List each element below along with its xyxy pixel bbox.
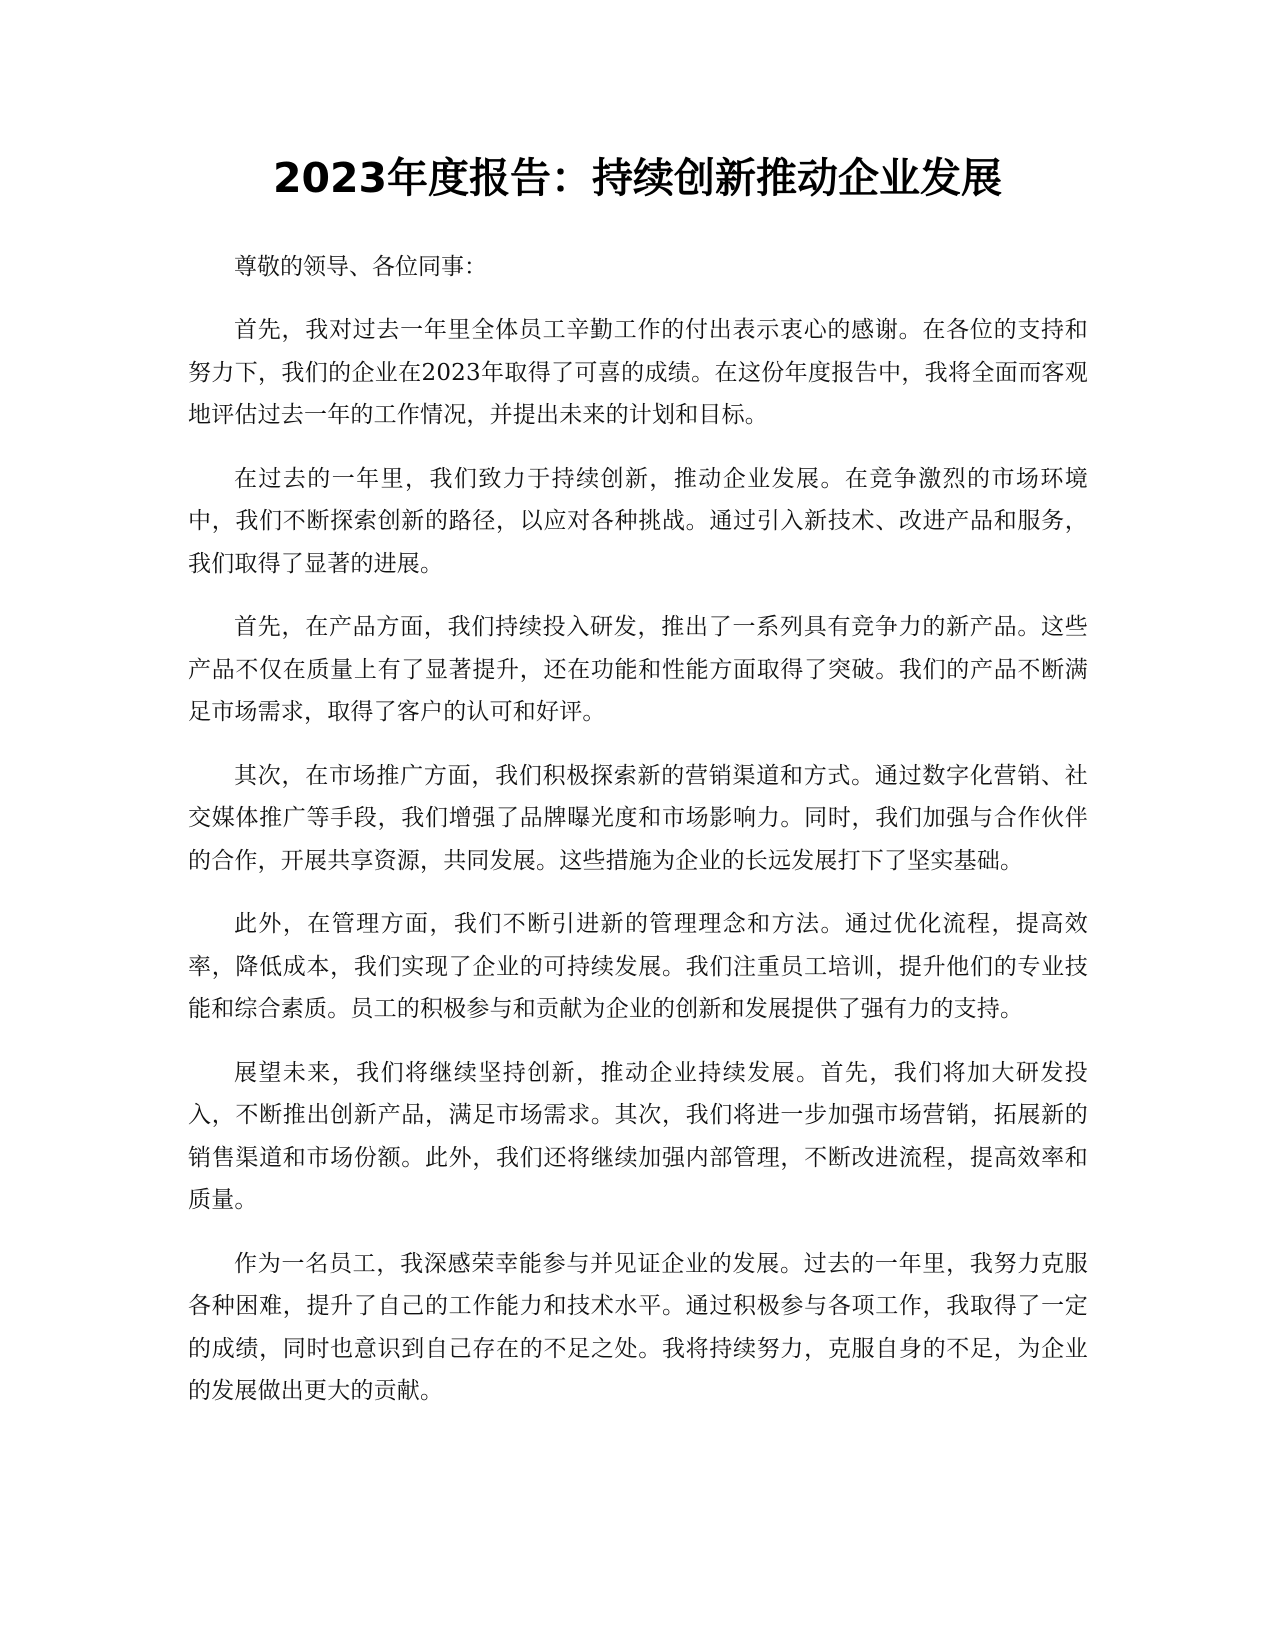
- document-title: 2023年度报告：持续创新推动企业发展: [272, 154, 1003, 202]
- paragraph-5: 此外，在管理方面，我们不断引进新的管理理念和方法。通过优化流程，提高效率，降低成本，我们实现了企业的可持续发展。我们注重员工培训，提升他们的专业技能和综合素质。员工的积极参与和贡献为企业的创新和发展提供了强有力的支持。: [188, 911, 1088, 1022]
- paragraph-7: 作为一名员工，我深感荣幸能参与并见证企业的发展。过去的一年里，我努力克服各种困难，提升了自己的工作能力和技术水平。通过积极参与各项工作，我取得了一定的成绩，同时也意识到自己存在的不足之处。我将持续努力，克服自身的不足，为企业的发展做出更大的贡献。: [188, 1250, 1088, 1404]
- paragraph-2: 在过去的一年里，我们致力于持续创新，推动企业发展。在竞争激烈的市场环境中，我们不断探索创新的路径，以应对各种挑战。通过引入新技术、改进产品和服务，我们取得了显著的进展。: [188, 465, 1088, 577]
- paragraph-4: 其次，在市场推广方面，我们积极探索新的营销渠道和方式。通过数字化营销、社交媒体推广等手段，我们增强了品牌曝光度和市场影响力。同时，我们加强与合作伙伴的合作，开展共享资源，共同发展。这些措施为企业的长远发展打下了坚实基础。: [188, 762, 1088, 874]
- paragraph-1: 首先，我对过去一年里全体员工辛勤工作的付出表示衷心的感谢。在各位的支持和努力下，我们的企业在2023年取得了可喜的成绩。在这份年度报告中，我将全面而客观地评估过去一年的工作情况，并提出未来的计划和目标。: [188, 317, 1088, 428]
- paragraph-6: 展望未来，我们将继续坚持创新，推动企业持续发展。首先，我们将加大研发投入，不断推出创新产品，满足市场需求。其次，我们将进一步加强市场营销，拓展新的销售渠道和市场份额。此外，我们还将继续加强内部管理，不断改进流程，提高效率和质量。: [188, 1059, 1088, 1213]
- paragraph-3: 首先，在产品方面，我们持续投入研发，推出了一系列具有竞争力的新产品。这些产品不仅在质量上有了显著提升，还在功能和性能方面取得了突破。我们的产品不断满足市场需求，取得了客户的认可和好评。: [188, 614, 1088, 725]
- document-body: [188, 246, 1088, 1434]
- salutation: 尊敬的领导、各位同事：: [234, 254, 487, 280]
